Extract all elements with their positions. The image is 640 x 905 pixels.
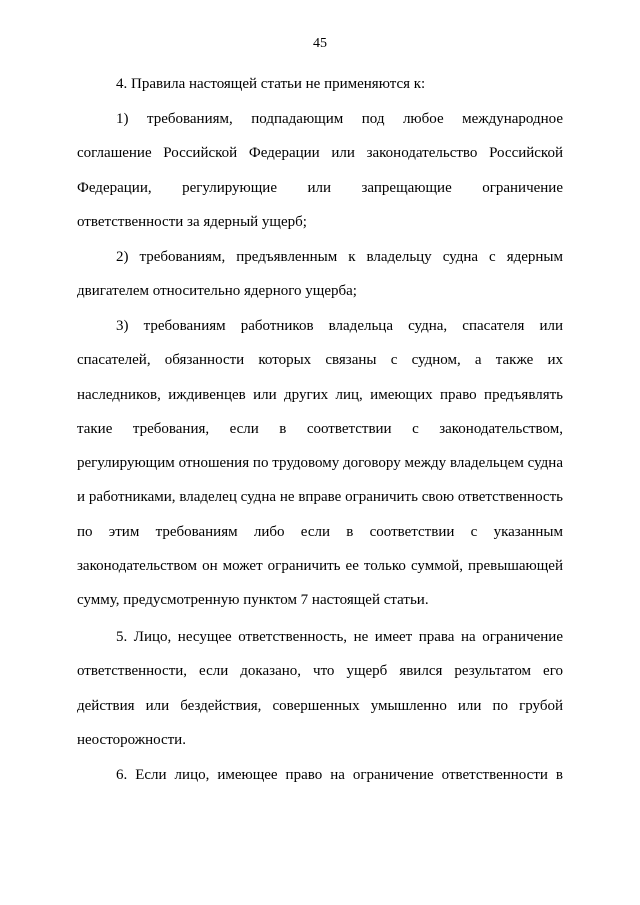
paragraph-4-2: 2) требованиям, предъявленным к владельцу судна с ядерным двигателем относительно ядерного ущерба;: [77, 249, 563, 300]
paragraph-4: 4. Правила настоящей статьи не применяются к:: [116, 76, 426, 92]
page-number: 45: [313, 36, 327, 51]
paragraph-6: 6. Если лицо, имеющее право на ограничение ответственности в: [116, 767, 563, 783]
paragraph-4-1: 1) требованиям, подпадающим под любое международное соглашение Российской Федерации или законодательство Российской Федерации, регулирующие или запрещающие ограничение ответственности за ядерный ущерб;: [77, 111, 563, 230]
paragraph-5: 5. Лицо, несущее ответственность, не имеет права на ограничение ответственности, если доказано, что ущерб явился результатом его действия или бездействия, совершенных умышленно или по грубой неосторожности.: [77, 629, 563, 748]
paragraph-4-3: 3) требованиям работников владельца судна, спасателя или спасателей, обязанности которых связаны с судном, а также их наследников, иждивенцев или других лиц, имеющих право предъявлять такие требования, если в соответствии с законодательством, регулирующим отношения по трудовому договору между владельцем судна и работниками, владелец судна не вправе ограничить свою ответственность по этим требованиям либо если в соответствии с указанным законодательством он может ограничить ее только суммой, превышающей сумму, предусмотренную пунктом 7 настоящей статьи.: [77, 318, 563, 609]
